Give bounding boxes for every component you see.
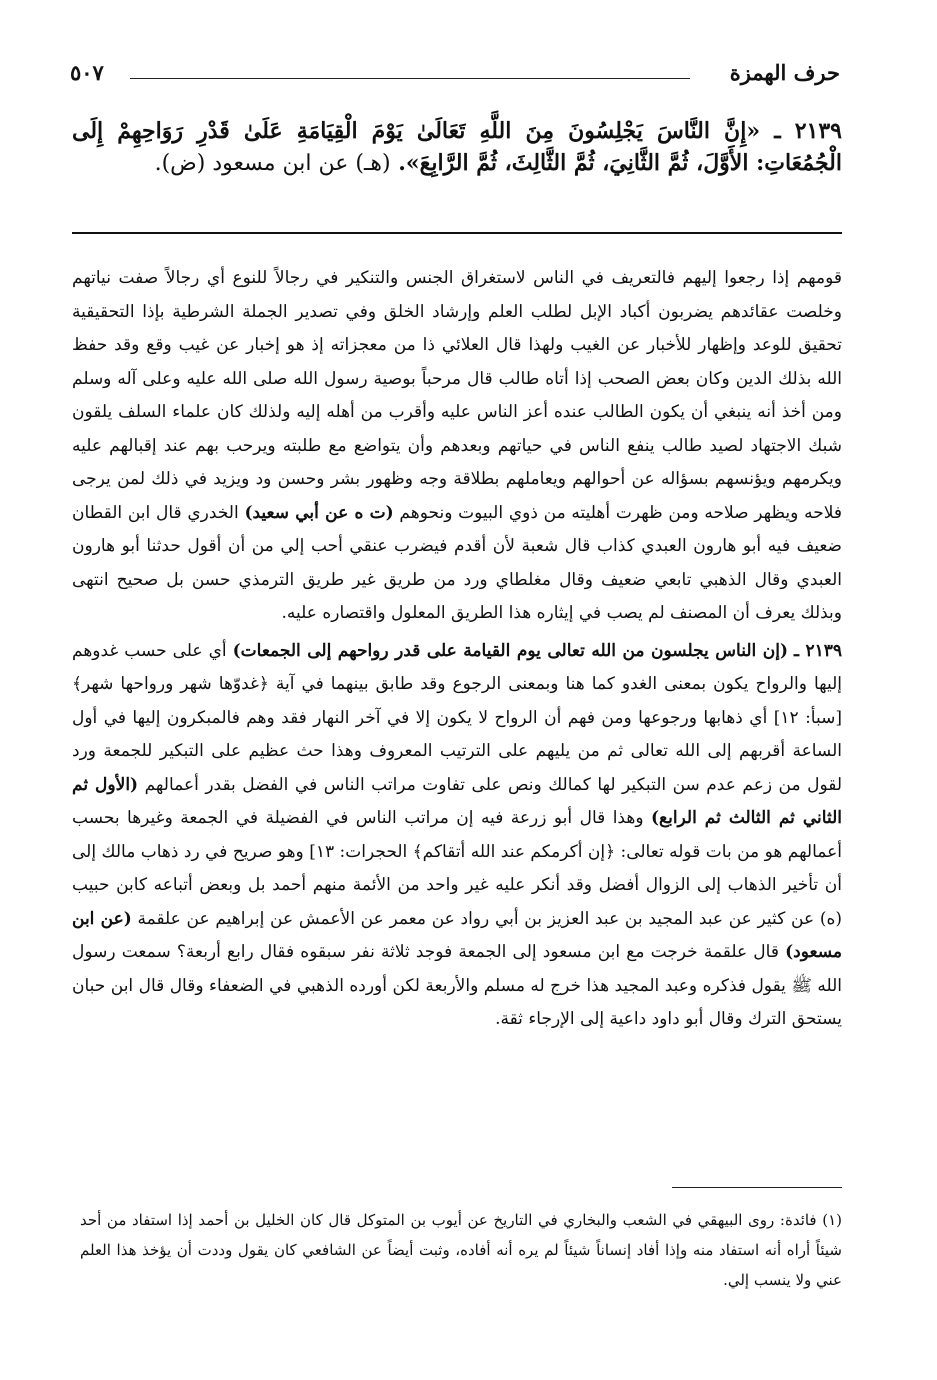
- commentary-text: قال علقمة خرجت مع ابن مسعود إلى الجمعة فوجد ثلاثة نفر سبقوه فقال رابع أربعة؟ سمعت رسول الله ﷺ يقول فذكره وعبد المجيد هذا خرج له مسلم والأربعة لكن أورده الذهبي في الضعفاء وقال قال ابن حبان يستحق الترك وقال أبو داود داعية إلى الإرجاء ثقة.: [72, 942, 842, 1029]
- header-rule: [130, 78, 690, 79]
- hadith-source: (هـ) عن ابن مسعود (ض).: [154, 151, 391, 176]
- commentary-text: الخدري قال ابن القطان ضعيف فيه أبو هارون العبدي كذاب قال شعبة لأن أقدم فيضرب عنقي أحب إلي من أن أقول حدثنا أبو هارون العبدي وقال الذهبي تابعي ضعيف وقال مغلطاي ورد من طريق غير طريق الترمذي حسن بل صحيح انتهى وبذلك يعرف أن المصنف لم يصب في إيثاره هذا الطريق المعلول واقتصاره عليه.: [72, 502, 842, 623]
- commentary-citation: (ت ه عن أبي سعيد): [244, 502, 394, 523]
- hadith-number: ٢١٣٩ ـ: [774, 118, 842, 144]
- page-header: [70, 58, 840, 88]
- commentary-quote: (الأول ثم الثاني ثم الثالث ثم الرابع): [72, 774, 842, 828]
- commentary-text: وهذا قال أبو زرعة فيه إن مراتب الناس في الفضيلة في الجمعة وغيرها بحسب أعمالهم هو من بات قوله تعالى: ﴿إن أكرمكم عند الله أتقاكم﴾ الحجرات: ١٣] وهو صريح في رد ذهاب مالك إلى أن تأخير الذهاب إلى الزوال أفضل وقد أنكر عليه غير واحد من الأئمة منهم أحمد بل وبعض أتباعه كابن حبيب (ه) عن كثير عن عبد المجيد بن عبد العزيز بن أبي رواد عن معمر عن الأعمش عن إبراهيم عن علقمة: [72, 808, 842, 929]
- commentary-paragraph: [72, 262, 842, 631]
- commentary-number: ٢١٣٩ ـ: [794, 640, 843, 661]
- footnote-divider: [672, 1187, 842, 1188]
- commentary: [72, 262, 842, 1037]
- section-divider: [72, 232, 842, 234]
- chapter-title: حرف الهمزة: [729, 60, 840, 85]
- commentary-text: قومهم إذا رجعوا إليهم فالتعريف في الناس لاستغراق الجنس والتنكير في رجالاً للنوع أي رجالاً صفت نياتهم وخلصت عقائدهم يضربون أكباد الإبل لطلب العلم وإرشاد الخلق وفي تصدير الجملة الشرطية بإذا التحقيقية تحقيق للوعد وإظهار للأخبار عن الغيب ولهذا قال العلائي ذا من معجزاته إذ هو إخبار عن غيب وقع وقد حفظ الله بذلك الدين وكان بعض الصحب إذا أتاه طالب قال مرحباً بوصية رسول الله صلى الله عليه وعلى آله وسلم ومن أخذ أنه ينبغي أن يكون الطالب عنده أعز الناس عليه وأقرب من أهله إليه ولذلك كان علماء السلف يلقون شبك الاجتهاد لصيد طالب ينفع الناس في حياتهم وبعدهم وأن يتواضع مع طلبته ويرحب بهم عند إقبالهم عليه ويكرمهم ويؤنسهم بسؤاله عن أحوالهم ويعاملهم بطلاقة وجه وظهور بشر وحسن ود ويزيد في ذلك لمن يرجى فلاحه ويظهر صلاحه ومن ظهرت أهليته من ذوي البيوت ونحوهم: [72, 268, 843, 523]
- commentary-quote: (إن الناس يجلسون من الله تعالى يوم القيامة على قدر رواحهم إلى الجمعات): [232, 640, 788, 661]
- commentary-citation: (عن ابن مسعود): [72, 908, 842, 962]
- commentary-paragraph: [72, 635, 842, 1037]
- footnote-text: (١) فائدة: روى البيهقي في الشعب والبخاري في التاريخ عن أيوب بن المتوكل قال كان الخليل بن أحمد إذا استفاد من أحد شيئاً أراه أنه استفاد منه وإذا أفاد إنساناً شيئاً لم يره أنه أفاده، وثبت أيضاً عن الشافعي كان يقول وددت أن يؤخذ هذا العلم عني ولا ينسب إلي.: [80, 1211, 842, 1289]
- hadith-body: «إِنَّ النَّاسَ يَجْلِسُونَ مِنَ اللَّهِ تَعَالَىٰ يَوْمَ الْقِيَامَةِ عَلَىٰ قَدْرِ رَوَاحِهِمْ إِلَى الْجُمُعَاتِ: الأَوَّلَ، ثُمَّ الثَّانِيَ، ثُمَّ الثَّالِثَ، ثُمَّ الرَّابِعَ».: [72, 118, 842, 176]
- hadith-text: [72, 115, 842, 180]
- page-number: ٥٠٧: [70, 60, 104, 85]
- footnote: [80, 1205, 842, 1295]
- commentary-text: أي على حسب غدوهم إليها والرواح يكون بمعنى الغدو كما هنا وبمعنى الرجوع وقد طابق بينهما في آية ﴿غدوّها شهر ورواحها شهر﴾ [سبأ: ١٢] أي ذهابها ورجوعها ومن فهم أن الرواح لا يكون إلا في آخر النهار فقد وهم فالمبكرون إليها في أول الساعة أقربهم إلى الله تعالى ثم من يليهم على الترتيب المعروف وهذا حث عظيم على التبكير للجمعة ورد لقول من زعم عدم سن التبكير لها كمالك ونص على تفاوت مراتب الناس في الفضل بقدر أعمالهم: [72, 640, 843, 795]
